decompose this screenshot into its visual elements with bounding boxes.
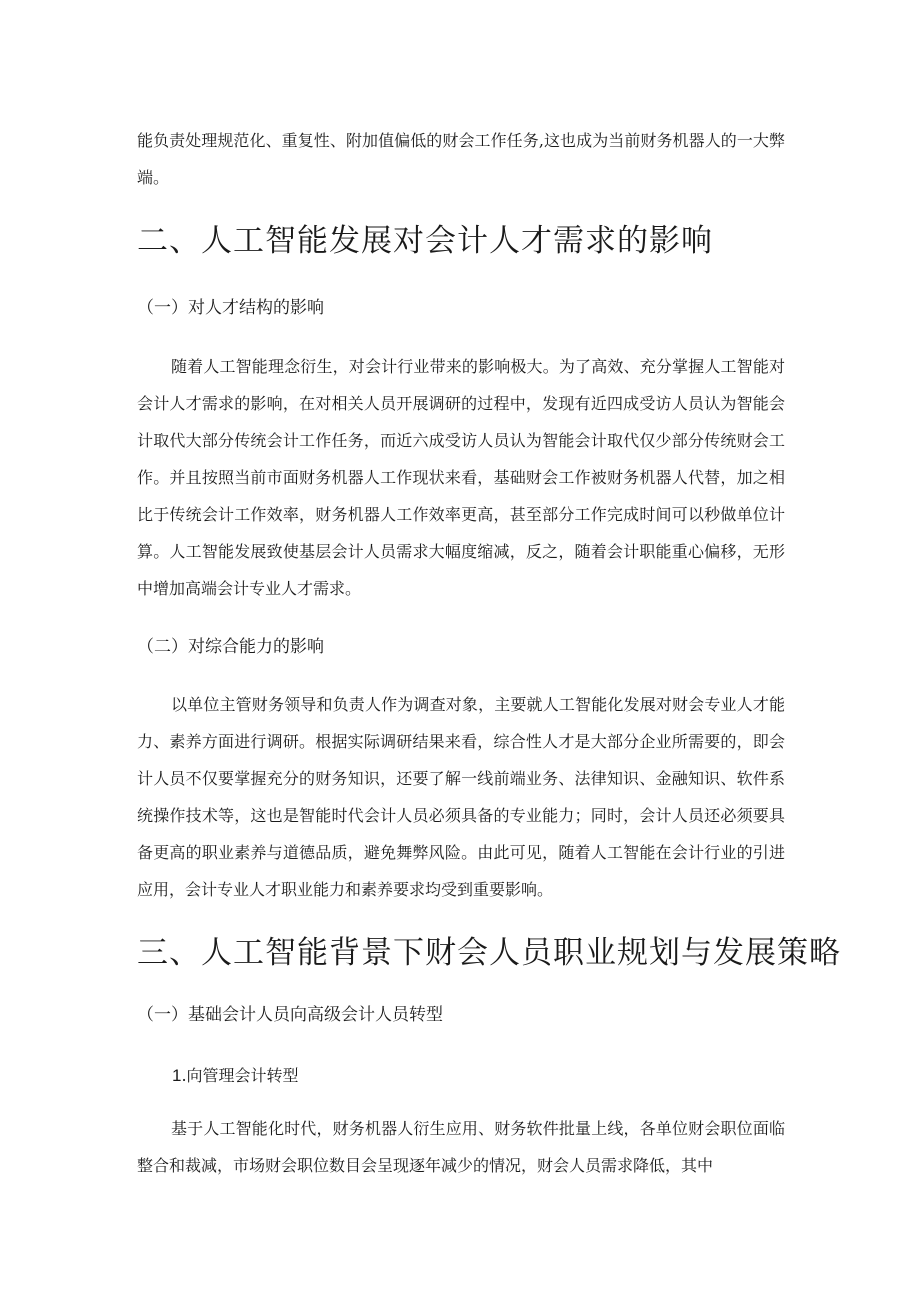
intro-paragraph: 能负责处理规范化、重复性、附加值偏低的财会工作任务,这也成为当前财务机器人的一大弊端。 bbox=[137, 131, 785, 187]
section-3-1-heading: （一）基础会计人员向高级会计人员转型 bbox=[137, 1005, 443, 1025]
section-3-1-1-paragraph: 基于人工智能化时代，财务机器人衍生应用、财务软件批量上线，各单位财会职位面临整合和裁减，市场财会职位数目会呈现逐年减少的情况，财会人员需求降低，其中 bbox=[137, 1119, 785, 1175]
item-number: 1 bbox=[172, 1066, 182, 1085]
section-2-1-paragraph: 随着人工智能理念衍生，对会计行业带来的影响极大。为了高效、充分掌握人工智能对会计人才需求的影响，在对相关人员开展调研的过程中，发现有近四成受访人员认为智能会计取代大部分传统会计工作任务，而近六成受访人员认为智能会计取代仅少部分传统财会工作。并且按照当前市面财务机器人工作现状来看，基础财会工作被财务机器人代替，加之相比于传统会计工作效率，财务机器人工作效率更高，甚至部分工作完成时间可以秒做单位计算。人工智能发展致使基层会计人员需求大幅度缩减，反之，随着会计职能重心偏移，无形中增加高端会计专业人才需求。 bbox=[137, 357, 785, 598]
section-2-1-heading: （一）对人才结构的影响 bbox=[137, 298, 324, 318]
section-2-2-heading: （二）对综合能力的影响 bbox=[137, 637, 324, 657]
item-title: .向管理会计转型 bbox=[181, 1066, 299, 1085]
section-2-2-paragraph: 以单位主管财务领导和负责人作为调查对象，主要就人工智能化发展对财会专业人才能力、素养方面进行调研。根据实际调研结果来看，综合性人才是大部分企业所需要的，即会计人员不仅要掌握充分的财务知识，还要了解一线前端业务、法律知识、金融知识、软件系统操作技术等，这也是智能时代会计人员必须具备的专业能力；同时，会计人员还必须要具备更高的职业素养与道德品质，避免舞弊风险。由此可见，随着人工智能在会计行业的引进应用，会计专业人才职业能力和素养要求均受到重要影响。 bbox=[137, 695, 785, 899]
section-3-heading: 三、人工智能背景下财会人员职业规划与发展策略 bbox=[137, 935, 841, 971]
section-2-heading: 二、人工智能发展对会计人才需求的影响 bbox=[137, 223, 713, 259]
section-3-1-1-heading bbox=[172, 1063, 299, 1086]
